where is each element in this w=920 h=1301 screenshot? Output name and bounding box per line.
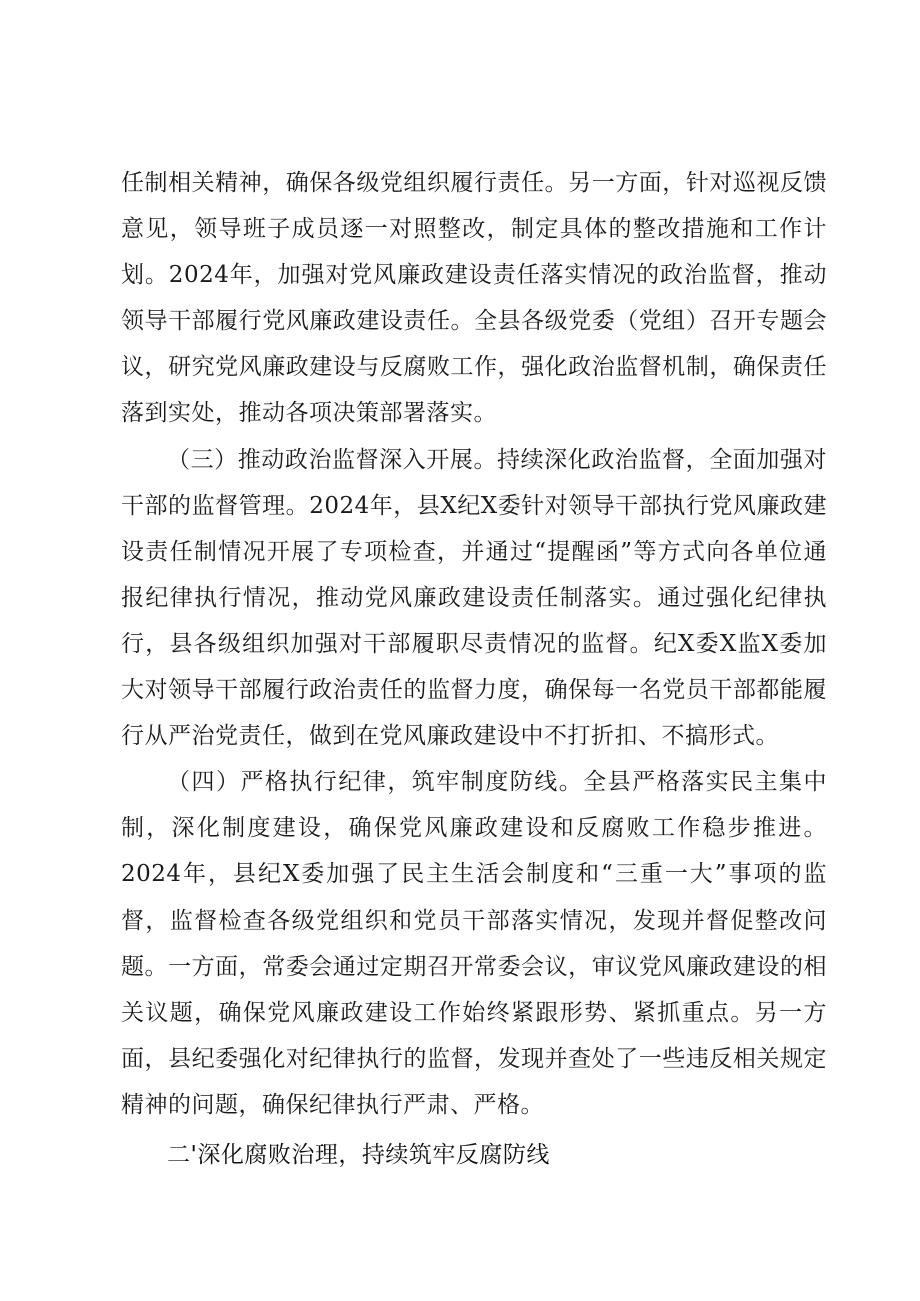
document-body — [121, 160, 827, 1178]
paragraph-discipline-enforcement: （四）严格执行纪律，筑牢制度防线。全县严格落实民主集中制，深化制度建设，确保党风廉政建设和反腐败工作稳步推进。2024年，县纪X委加强了民主生活会制度和“三重一大”事项的监督，监督检查各级党组织和党员干部落实情况，发现并督促整改问题。一方面，常委会通过定期召开常委会议，审议党风廉政建设的相关议题，确保党风廉政建设工作始终紧跟形势、紧抓重点。另一方面，县纪委强化对纪律执行的监督，发现并查处了一些违反相关规定精神的问题，确保纪律执行严肃、严格。 — [121, 769, 827, 1118]
paragraph-responsibility: 任制相关精神，确保各级党组织履行责任。另一方面，针对巡视反馈意见，领导班子成员逐一对照整改，制定具体的整改措施和工作计划。2024年，加强对党风廉政建设责任落实情况的政治监督，推动领导干部履行党风廉政建设责任。全县各级党委（党组）召开专题会议，研究党风廉政建设与反腐败工作，强化政治监督机制，确保责任落到实处，推动各项决策部署落实。 — [121, 170, 827, 427]
section-heading: 二'深化腐败治理，持续筑牢反腐防线 — [167, 1141, 550, 1168]
paragraph-political-supervision: （三）推动政治监督深入开展。持续深化政治监督，全面加强对干部的监督管理。2024年，县X纪X委针对领导干部执行党风廉政建设责任制情况开展了专项检查，并通过“提醒函”等方式向各单位通报纪律执行情况，推动党风廉政建设责任制落实。通过强化纪律执行，县各级组织加强对干部履职尽责情况的监督。纪X委X监X委加大对领导干部履行政治责任的监督力度，确保每一名党员干部都能履行从严治党责任，做到在党风廉政建设中不打折扣、不搞形式。 — [121, 446, 827, 750]
